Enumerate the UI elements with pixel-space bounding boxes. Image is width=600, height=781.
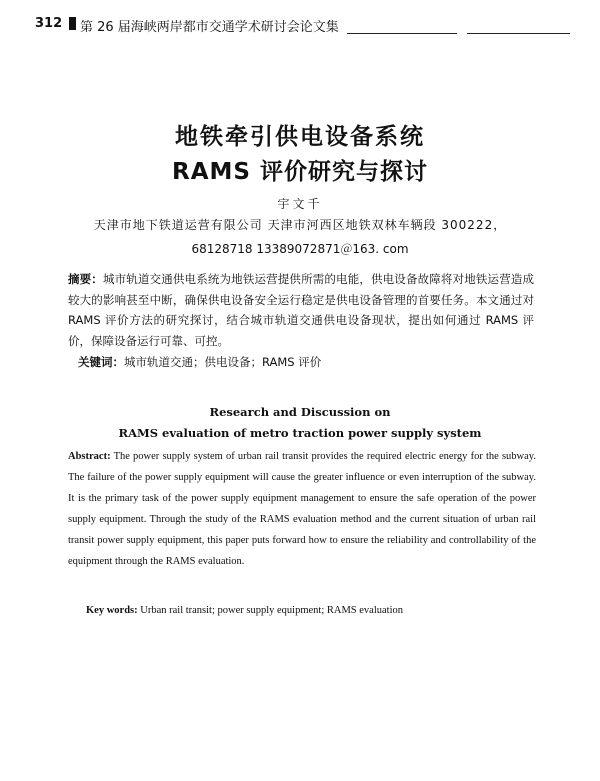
keywords-en-label: Key words: [86, 605, 138, 616]
running-header [35, 12, 570, 36]
header-rule [467, 33, 570, 34]
keywords-cn [78, 354, 538, 370]
abstract-en-text: The power supply system of urban rail transit provides the required electric energy for the subway. The failure of the power supply equipment will cause the greater influence or even interruption of the subway. It is the primary task of the power supply equipment management to ensure the safe operation of the power supply equipment. Through the study of the RAMS evaluation method and the current situation of urban rail transit power supply equipment, this paper puts forward how to ensure the reliability and controllability of the equipment through the RAMS evaluation. [68, 451, 536, 567]
header-marker [69, 17, 76, 30]
abstract-cn [68, 269, 534, 351]
paper-title-line1: 地铁牵引供电设备系统 [175, 124, 425, 150]
keywords-en [86, 605, 546, 616]
paper-title-line2: RAMS 评价研究与探讨 [172, 159, 428, 185]
author: 宇文千 [277, 197, 323, 211]
keywords-cn-text: 城市轨道交通；供电设备；RAMS 评价 [124, 355, 322, 369]
keywords-en-text: Urban rail transit; power supply equipment; RAMS evaluation [140, 605, 403, 616]
abstract-en-label: Abstract: [68, 451, 111, 462]
english-title-line1: Research and Discussion on [209, 405, 391, 419]
abstract-cn-text: 城市轨道交通供电系统为地铁运营提供所需的电能，供电设备故障将对地铁运营造成较大的影响甚至中断，确保供电设备安全运行稳定是供电设备管理的首要任务。本文通过对 RAMS 评价方法的研究探讨，结合城市轨道交通供电设备现状，提出如何通过 RAMS 评价，保障设备运行可靠、可控。 [68, 272, 535, 348]
page-number: 312 [35, 16, 63, 31]
abstract-cn-label: 摘要： [68, 272, 103, 286]
english-title-line2: RAMS evaluation of metro traction power supply system [118, 426, 482, 440]
affiliation: 天津市地下铁道运营有限公司 天津市河西区地铁双林车辆段 300222， [93, 218, 507, 232]
contact-info: 68128718 13389072871＠163. com [191, 242, 409, 256]
abstract-en [68, 446, 536, 572]
keywords-cn-label: 关键词： [78, 355, 124, 369]
proceedings-title: 第 26 届海峡两岸都市交通学术研讨会论文集 [80, 20, 339, 35]
header-rule [347, 33, 457, 34]
